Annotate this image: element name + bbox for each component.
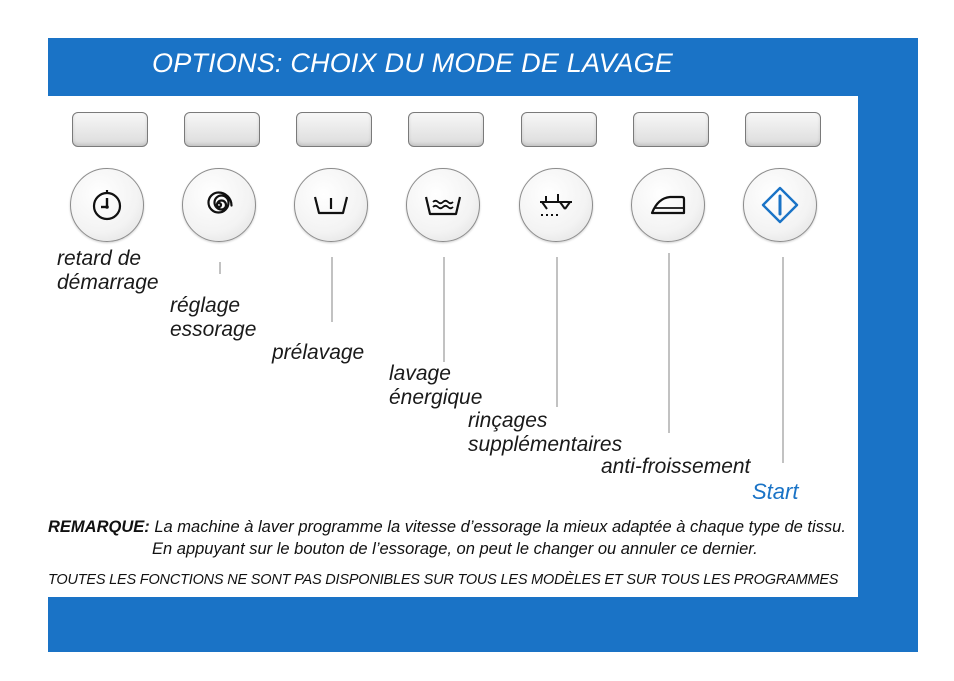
label-line: essorage xyxy=(170,318,257,341)
start-key-button[interactable] xyxy=(745,112,821,147)
label-start xyxy=(752,480,798,504)
extra-rinse-key-button[interactable] xyxy=(521,112,597,147)
timer-key-button[interactable] xyxy=(72,112,148,147)
prewash-button[interactable] xyxy=(294,168,368,242)
leader-line-extra-rinse xyxy=(556,257,558,407)
footer-band xyxy=(48,597,918,652)
start-power-icon xyxy=(760,185,800,225)
leader-line-start xyxy=(782,257,784,463)
label-prewash xyxy=(272,341,364,365)
label-anti-crease xyxy=(601,455,750,479)
label-line: retard de xyxy=(57,247,142,270)
timer-icon xyxy=(87,185,127,225)
label-extra-rinse xyxy=(468,409,622,457)
remark-line-1 xyxy=(48,516,846,539)
intensive-wash-key-button[interactable] xyxy=(408,112,484,147)
intensive-wash-icon xyxy=(423,185,463,225)
spin-button[interactable] xyxy=(182,168,256,242)
label-line: réglage xyxy=(170,294,241,317)
label-intensive-wash xyxy=(389,362,482,410)
label-line: énergique xyxy=(389,386,483,409)
label-line: Start xyxy=(752,479,799,504)
leader-line-prewash xyxy=(331,257,333,322)
label-spin xyxy=(170,294,256,342)
label-line: supplémentaires xyxy=(468,433,623,456)
leader-line-anti-crease xyxy=(668,253,670,433)
page-title: OPTIONS: CHOIX DU MODE DE LAVAGE xyxy=(152,48,674,78)
leader-line-spin xyxy=(219,262,221,274)
label-line: rinçages xyxy=(468,409,548,432)
availability-footnote: TOUTES LES FONCTIONS NE SONT PAS DISPONIBLES SUR TOUS LES MODÈLES ET SUR TOUS LES PROGRAMMES xyxy=(48,572,839,588)
prewash-key-button[interactable] xyxy=(296,112,372,147)
spin-icon xyxy=(199,185,239,225)
label-line: prélavage xyxy=(272,341,365,364)
extra-rinse-button[interactable] xyxy=(519,168,593,242)
prewash-tub-icon xyxy=(311,185,351,225)
intensive-wash-button[interactable] xyxy=(406,168,480,242)
iron-icon xyxy=(648,185,688,225)
label-line: lavage xyxy=(389,362,451,385)
label-line: anti-froissement xyxy=(601,455,751,478)
start-button[interactable] xyxy=(743,168,817,242)
remark-keyword: REMARQUE: xyxy=(48,518,150,536)
label-timer xyxy=(57,247,159,295)
remark-text-2: En appuyant sur le bouton de l’essorage, on peut le changer ou annuler ce dernier. xyxy=(152,540,758,558)
leader-line-intensive-wash xyxy=(443,257,445,362)
anti-crease-button[interactable] xyxy=(631,168,705,242)
label-line: démarrage xyxy=(57,271,159,294)
extra-rinse-icon xyxy=(536,185,576,225)
right-frame-band xyxy=(858,38,918,652)
spin-key-button[interactable] xyxy=(184,112,260,147)
remark-text-1: La machine à laver programme la vitesse d’essorage la mieux adaptée à chaque type de tissu. xyxy=(154,518,846,536)
timer-button[interactable] xyxy=(70,168,144,242)
anti-crease-key-button[interactable] xyxy=(633,112,709,147)
